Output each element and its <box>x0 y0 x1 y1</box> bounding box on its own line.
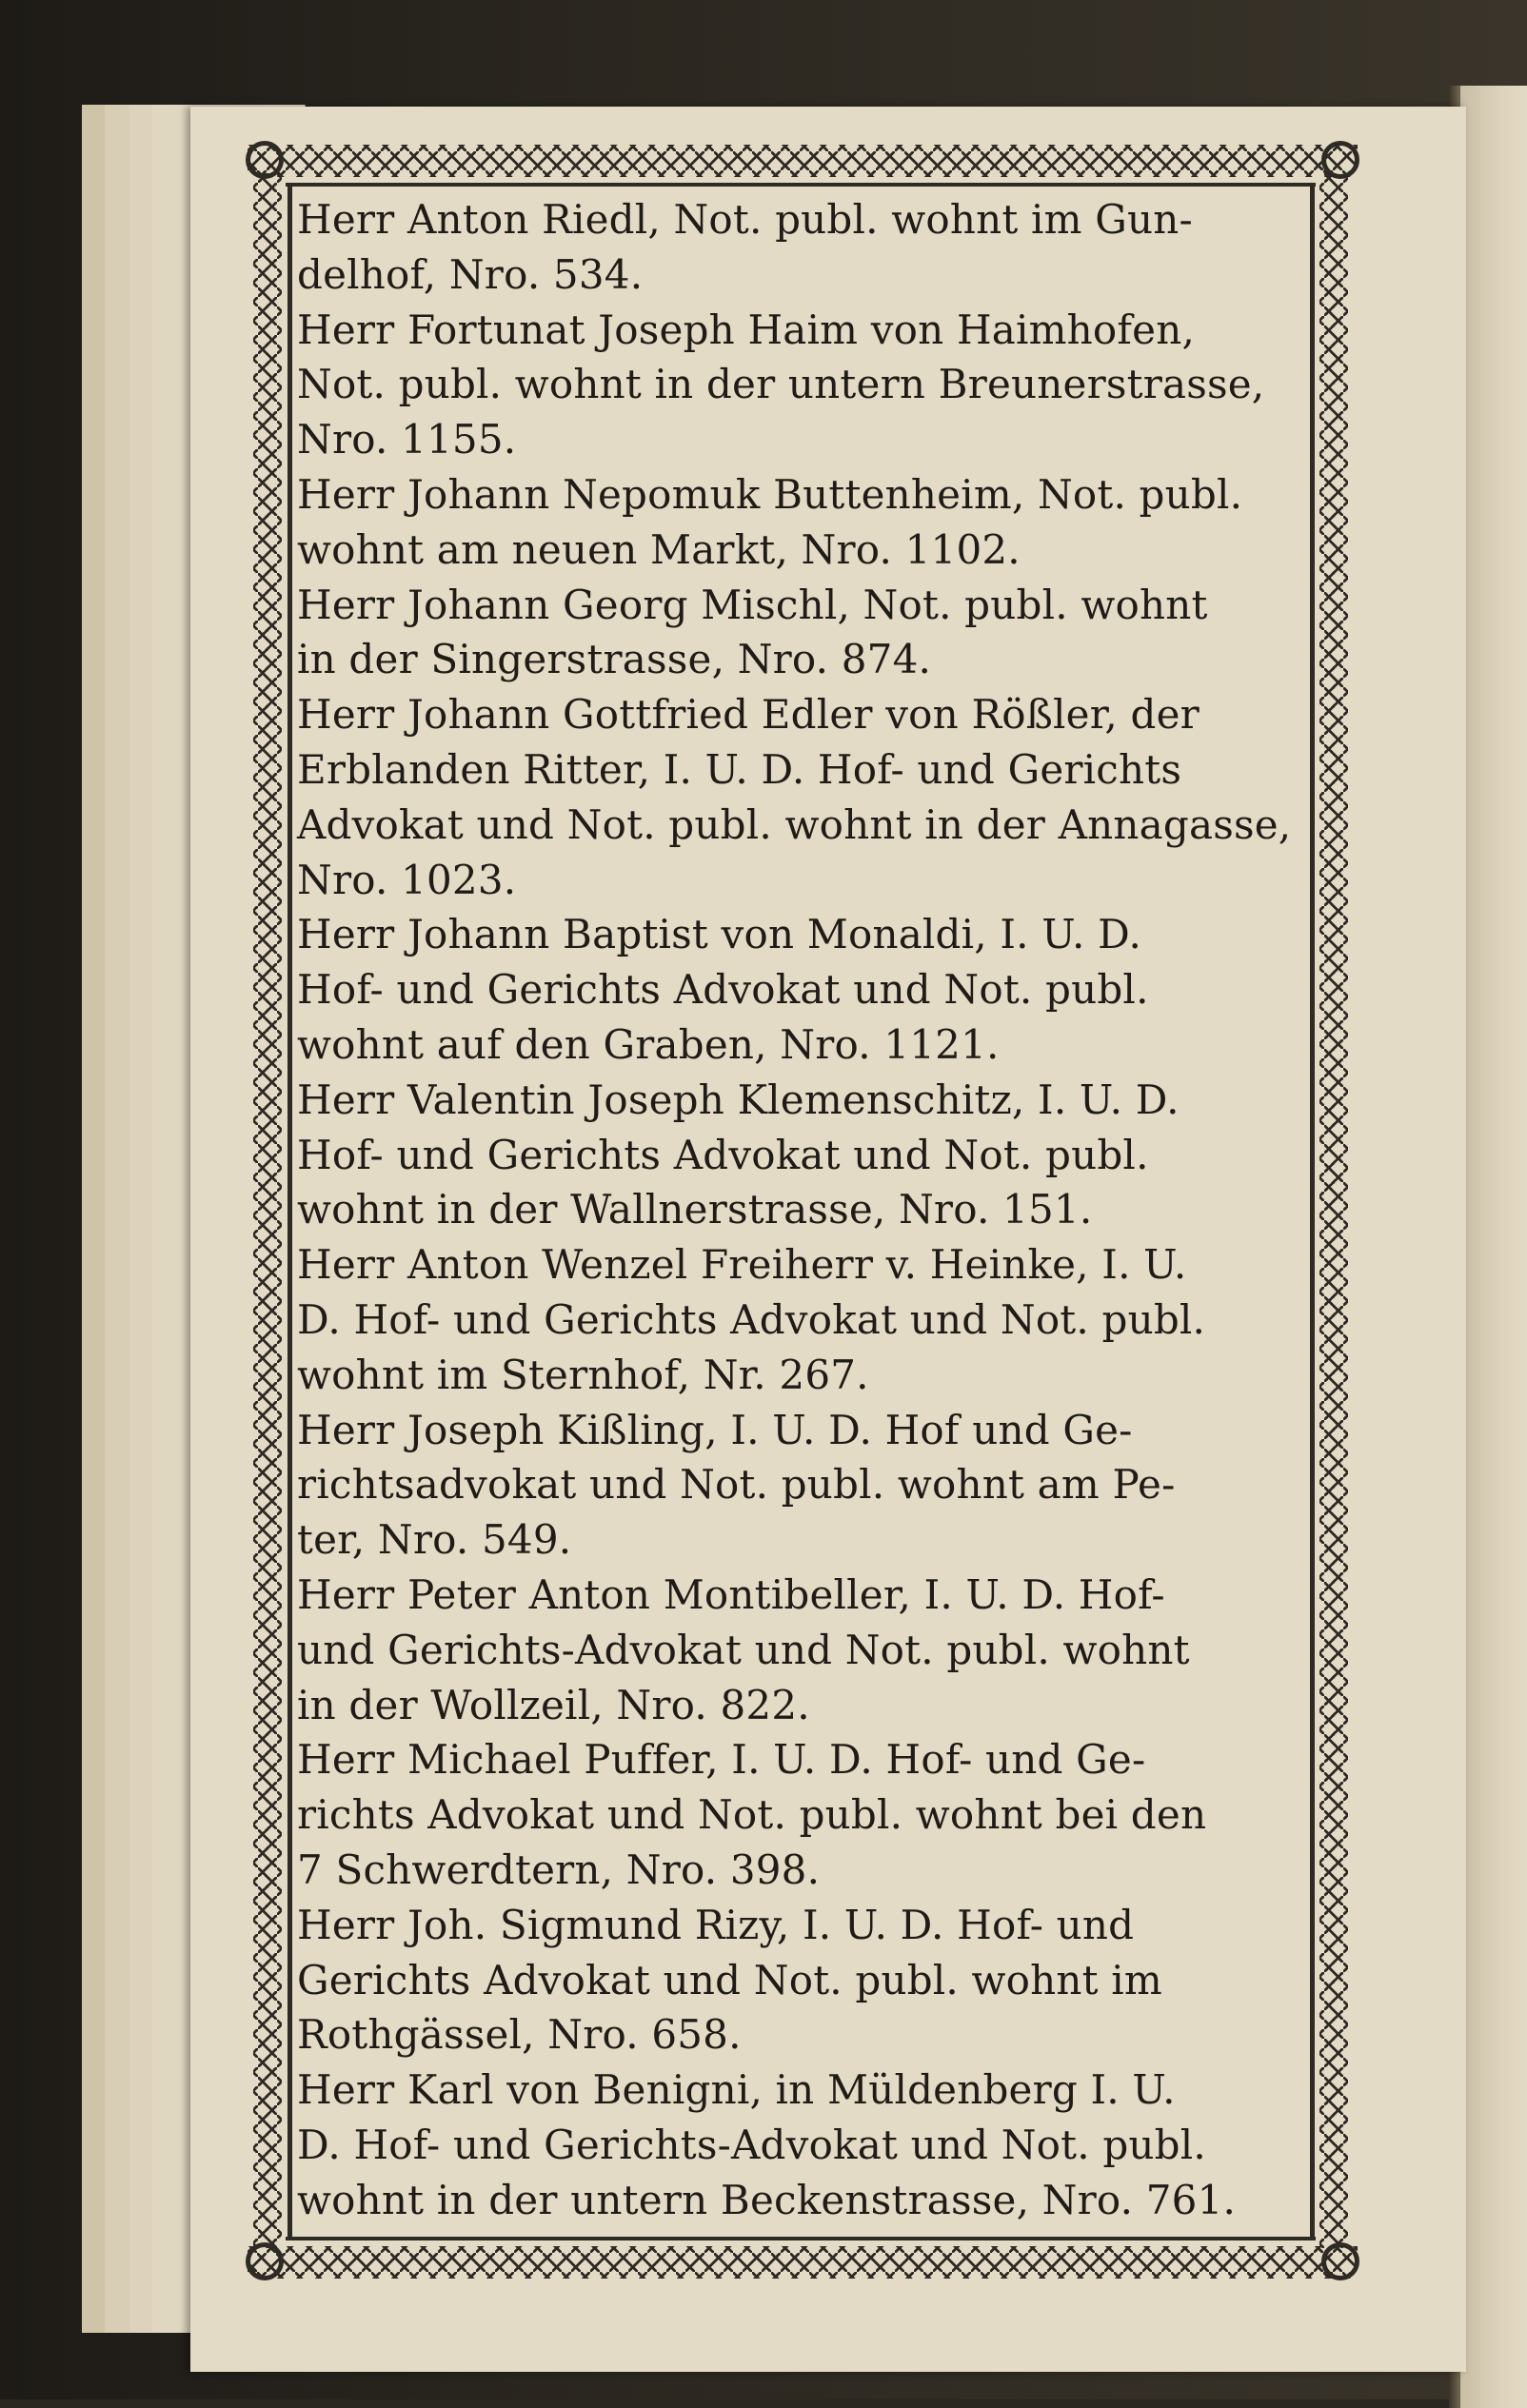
entry-line: D. Hof- und Gerichts Advokat und Not. publ. <box>297 1295 1206 1343</box>
entry-line: Hof- und Gerichts Advokat und Not. publ. <box>297 1131 1149 1178</box>
entry-line: Gerichts Advokat und Not. publ. wohnt im <box>297 1956 1162 2003</box>
ornamental-border-right <box>1319 173 1348 2248</box>
facing-page-edge <box>1458 86 1527 2408</box>
entry-line: Herr Karl von Benigni, in Müldenberg I. U. <box>297 2066 1176 2114</box>
entry-line: richtsadvokat und Not. publ. wohnt am Pe- <box>297 1461 1176 1509</box>
entry-line: wohnt in der Wallnerstrasse, Nro. 151. <box>297 1186 1093 1234</box>
list-item <box>297 2063 1306 2227</box>
entry-line: Herr Anton Wenzel Freiherr v. Heinke, I. U. <box>297 1241 1187 1289</box>
list-item <box>297 192 1306 303</box>
entry-line: Rothgässel, Nro. 658. <box>297 2011 742 2059</box>
frame-rule-top <box>286 183 1316 187</box>
entry-line: Herr Michael Puffer, I. U. D. Hof- und Ge- <box>297 1736 1146 1784</box>
entry-line: Herr Joseph Kißling, I. U. D. Hof und Ge- <box>297 1406 1133 1453</box>
entry-line: Nro. 1023. <box>297 856 517 903</box>
list-item <box>297 907 1306 1072</box>
entry-line: Advokat und Not. publ. wohnt in der Annagasse, <box>297 800 1292 848</box>
list-item <box>297 1403 1306 1568</box>
entry-line: wohnt auf den Graben, Nro. 1121. <box>297 1020 1000 1068</box>
entry-line: delhof, Nro. 534. <box>297 250 644 298</box>
corner-ornament <box>1321 2242 1359 2280</box>
entry-line: wohnt am neuen Markt, Nro. 1102. <box>297 525 1021 573</box>
entry-line: ter, Nro. 549. <box>297 1516 572 1564</box>
list-item <box>297 1732 1306 1897</box>
notary-list <box>297 192 1306 2229</box>
corner-ornament <box>246 2242 284 2280</box>
corner-ornament <box>246 141 284 179</box>
entry-line: Herr Anton Riedl, Not. publ. wohnt im Gun- <box>297 196 1193 243</box>
entry-line: 7 Schwerdtern, Nro. 398. <box>297 1845 821 1893</box>
entry-line: in der Wollzeil, Nro. 822. <box>297 1681 810 1728</box>
ornamental-border-bottom <box>248 2246 1358 2279</box>
ornamental-border-left <box>253 173 282 2248</box>
entry-line: wohnt in der untern Beckenstrasse, Nro. 761. <box>297 2176 1237 2223</box>
list-item <box>297 578 1306 688</box>
entry-line: Herr Johann Baptist von Monaldi, I. U. D. <box>297 911 1142 958</box>
entry-line: Herr Peter Anton Montibeller, I. U. D. Hof- <box>297 1570 1165 1618</box>
entry-line: Herr Joh. Sigmund Rizy, I. U. D. Hof- und <box>297 1901 1135 1948</box>
entry-line: richts Advokat und Not. publ. wohnt bei den <box>297 1791 1207 1839</box>
list-item <box>297 687 1306 907</box>
frame-rule-bottom <box>286 2237 1316 2240</box>
entry-line: Erblanden Ritter, I. U. D. Hof- und Gerichts <box>297 745 1182 793</box>
list-item <box>297 467 1306 578</box>
entry-line: in der Singerstrasse, Nro. 874. <box>297 636 932 683</box>
entry-line: Herr Johann Nepomuk Buttenheim, Not. publ. <box>297 470 1243 518</box>
entry-line: Herr Johann Gottfried Edler von Rößler, der <box>297 691 1200 739</box>
frame-rule-left <box>288 183 292 2239</box>
entry-line: D. Hof- und Gerichts-Advokat und Not. publ. <box>297 2121 1206 2168</box>
entry-line: wohnt im Sternhof, Nr. 267. <box>297 1351 869 1398</box>
frame-rule-right <box>1310 183 1315 2239</box>
page <box>190 107 1466 2372</box>
list-item <box>297 1568 1306 1732</box>
entry-line: Not. publ. wohnt in der untern Breunerstrasse, <box>297 361 1265 408</box>
corner-ornament <box>1321 141 1359 179</box>
entry-line: Herr Johann Georg Mischl, Not. publ. wohnt <box>297 581 1208 628</box>
list-item <box>297 1237 1306 1402</box>
entry-line: Herr Valentin Joseph Klemenschitz, I. U. D. <box>297 1076 1180 1123</box>
list-item <box>297 303 1306 467</box>
list-item <box>297 1898 1306 2063</box>
entry-line: und Gerichts-Advokat und Not. publ. wohnt <box>297 1626 1190 1673</box>
list-item <box>297 1073 1306 1237</box>
ornamental-border-top <box>248 145 1358 177</box>
entry-line: Herr Fortunat Joseph Haim von Haimhofen, <box>297 306 1196 353</box>
entry-line: Hof- und Gerichts Advokat und Not. publ. <box>297 966 1149 1014</box>
entry-line: Nro. 1155. <box>297 416 517 464</box>
